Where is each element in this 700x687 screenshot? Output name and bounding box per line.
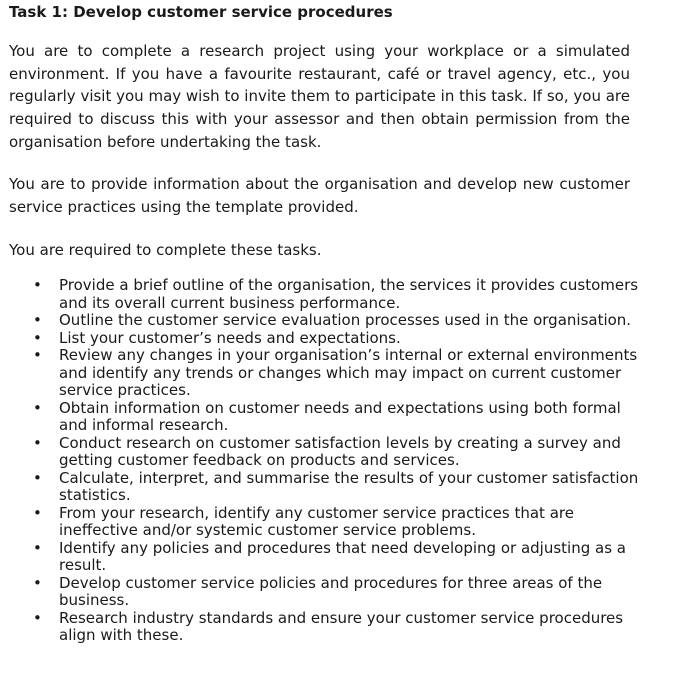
list-item — [0, 277, 639, 312]
bullet-icon: • — [33, 276, 42, 294]
task-title: Task 1: Develop customer service procedures — [9, 3, 393, 21]
bullet-icon: • — [33, 398, 42, 417]
list-item — [0, 435, 639, 470]
list-item — [0, 505, 639, 540]
intro-paragraph: You are to complete a research project using your workplace or a simulated environment. If you have a favourite restaurant, café or travel agency, etc., you regularly visit you may wish to invite them to participate in this task. If so, you are required to discuss this with your assessor and then obtain permission from the organisation before undertaking the task. — [9, 42, 630, 151]
bullet-icon: • — [33, 468, 42, 487]
list-item-text: Research industry standards and ensure your customer service procedures align with these. — [59, 608, 624, 644]
list-item-text: Review any changes in your organisation’s internal or external environments and identify any trends or changes which may impact on current customer service practices. — [59, 346, 638, 399]
bullet-icon: • — [33, 538, 42, 557]
bullet-icon: • — [33, 503, 42, 522]
list-item — [0, 610, 639, 645]
list-item — [0, 312, 639, 330]
task-list — [0, 277, 700, 645]
list-item — [0, 470, 639, 505]
bullet-icon: • — [33, 573, 42, 592]
bullet-icon: • — [33, 311, 42, 329]
bullet-icon: • — [33, 328, 42, 347]
list-item — [0, 400, 639, 435]
list-item — [0, 330, 639, 348]
list-item — [0, 540, 639, 575]
tasks-lead-paragraph: You are required to complete these tasks. — [9, 241, 322, 259]
list-item-text: Identify any policies and procedures that need developing or adjusting as a result. — [59, 538, 626, 574]
list-item-text: From your research, identify any customer service practices that are ineffective and/or systemic customer service problems. — [59, 503, 574, 539]
list-item — [0, 575, 639, 610]
list-item-text: Obtain information on customer needs and expectations using both formal and informal research. — [59, 398, 621, 434]
bullet-icon: • — [33, 433, 42, 452]
bullet-icon: • — [33, 346, 42, 364]
list-item-text: List your customer’s needs and expectations. — [59, 328, 401, 347]
list-item-text: Develop customer service policies and procedures for three areas of the business. — [59, 573, 603, 609]
list-item-text: Conduct research on customer satisfaction levels by creating a survey and getting customer feedback on products and services. — [59, 433, 621, 469]
template-paragraph: You are to provide information about the organisation and develop new customer service practices using the template provided. — [9, 175, 630, 216]
list-item-text: Calculate, interpret, and summarise the results of your customer satisfaction statistics. — [59, 468, 639, 504]
list-item-text: Provide a brief outline of the organisation, the services it provides customers and its overall current business performance. — [59, 276, 639, 312]
bullet-icon: • — [33, 608, 42, 627]
list-item-text: Outline the customer service evaluation processes used in the organisation. — [59, 311, 632, 329]
list-item — [0, 347, 639, 400]
